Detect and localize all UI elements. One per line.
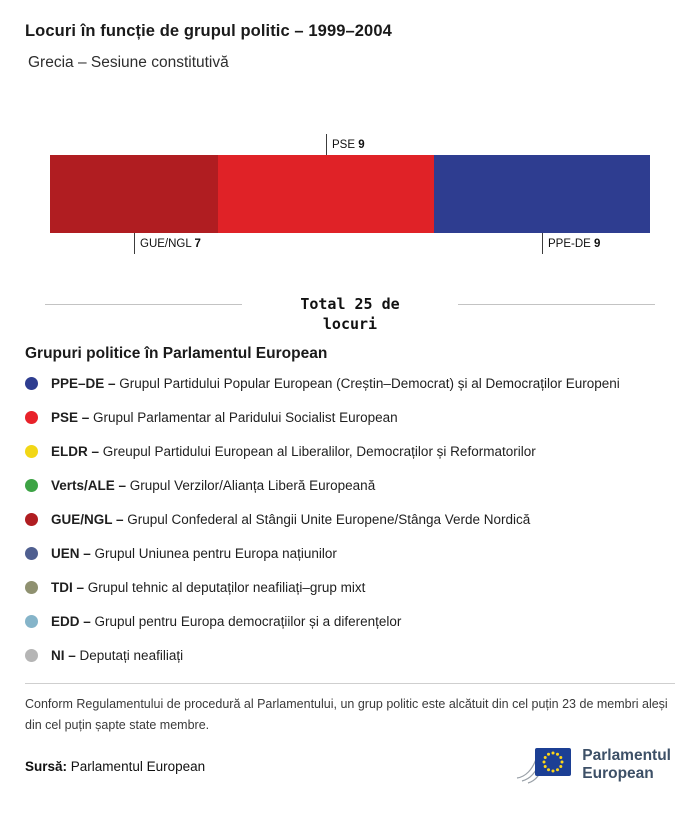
bar-label-ppe-de: [542, 233, 600, 254]
stacked-bar: [50, 155, 650, 233]
seats-stacked-bar-chart: [25, 134, 675, 254]
group-color-dot: [25, 581, 38, 594]
divider-line-right: [458, 304, 655, 305]
ep-logo-line2: European: [582, 765, 654, 782]
divider-line-left: [45, 304, 242, 305]
group-description: Deputați neafiliați: [79, 647, 184, 663]
total-seats-label: Total 25 de locuri: [300, 295, 400, 334]
ep-logo: [515, 744, 675, 786]
group-color-dot: [25, 547, 38, 560]
group-abbr: ELDR –: [51, 443, 103, 459]
group-color-dot: [25, 649, 38, 662]
bar-segment-ppe-de: [434, 155, 650, 233]
legend-item: [25, 547, 675, 560]
page-subtitle: Grecia – Sesiune constitutivă: [28, 54, 229, 71]
group-color-dot: [25, 377, 38, 390]
footer: [25, 744, 675, 786]
source-value: Parlamentul European: [70, 759, 206, 774]
group-description: Grupul Partidului Popular European (Creștin–Democrat) și al Democraților Europeni: [119, 375, 620, 391]
bar-label-text: GUE/NGL 7: [140, 237, 201, 250]
footnote-divider: [25, 683, 675, 684]
group-abbr: EDD –: [51, 613, 95, 629]
bar-label-text: PPE-DE 9: [548, 237, 601, 250]
ep-logo-line1: Parlamentul: [582, 747, 671, 765]
bar-labels-top: [50, 134, 650, 155]
bar-label-tick: [134, 233, 135, 254]
legend-item: [25, 513, 675, 526]
legend-item: [25, 581, 675, 594]
group-description: Grupul pentru Europa democrațiilor și a diferențelor: [94, 613, 402, 629]
source-label: Sursă:: [25, 759, 68, 774]
ep-logo-text: [582, 747, 671, 783]
group-abbr: GUE/NGL –: [51, 511, 128, 527]
group-abbr: NI –: [51, 647, 80, 663]
group-abbr: Verts/ALE –: [51, 477, 130, 493]
source-line: [25, 759, 205, 774]
group-abbr: PSE –: [51, 409, 94, 425]
bar-segment-pse: [218, 155, 434, 233]
bar-label-tick: [542, 233, 543, 254]
bar-label-pse: [326, 134, 365, 155]
footnote: Conform Regulamentului de procedură al Parlamentului, un grup politic este alcătuit din cel puțin 23 de membri aleși din cel puțin șapte state membre.: [25, 696, 668, 732]
group-abbr: PPE–DE –: [51, 375, 120, 391]
bar-label-text: PSE 9: [332, 138, 365, 151]
bar-labels-bottom: [50, 233, 650, 254]
total-seats-divider: [45, 294, 655, 335]
group-color-dot: [25, 445, 38, 458]
legend-item: [25, 445, 675, 458]
bar-segment-gue-ngl: [50, 155, 218, 233]
page-title: Locuri în funcție de grupul politic – 1999–2004: [25, 22, 392, 40]
group-color-dot: [25, 513, 38, 526]
group-description: Greupul Partidului European al Liberalilor, Democraților și Reformatorilor: [102, 443, 536, 459]
group-abbr: UEN –: [51, 545, 95, 561]
group-color-dot: [25, 615, 38, 628]
group-abbr: TDI –: [51, 579, 88, 595]
legend-item: [25, 377, 675, 390]
group-color-dot: [25, 479, 38, 492]
legend-item: [25, 615, 675, 628]
group-description: Grupul tehnic al deputaților neafiliați–grup mixt: [87, 579, 366, 595]
bar-label-tick: [326, 134, 327, 155]
bar-label-gue-ngl: [134, 233, 201, 254]
group-description: Grupul Confederal al Stângii Unite Europene/Stânga Verde Nordică: [127, 511, 531, 527]
legend-heading: Grupuri politice în Parlamentul European: [25, 344, 328, 362]
group-description: Grupul Parlamentar al Paridului Socialist European: [93, 409, 398, 425]
group-description: Grupul Verzilor/Alianța Liberă Europeană: [129, 477, 376, 493]
legend-item: [25, 411, 675, 424]
legend-item: [25, 649, 675, 662]
legend-list: [25, 377, 675, 662]
group-color-dot: [25, 411, 38, 424]
ep-flag-icon: [515, 744, 573, 786]
legend-item: [25, 479, 675, 492]
group-description: Grupul Uniunea pentru Europa națiunilor: [94, 545, 337, 561]
